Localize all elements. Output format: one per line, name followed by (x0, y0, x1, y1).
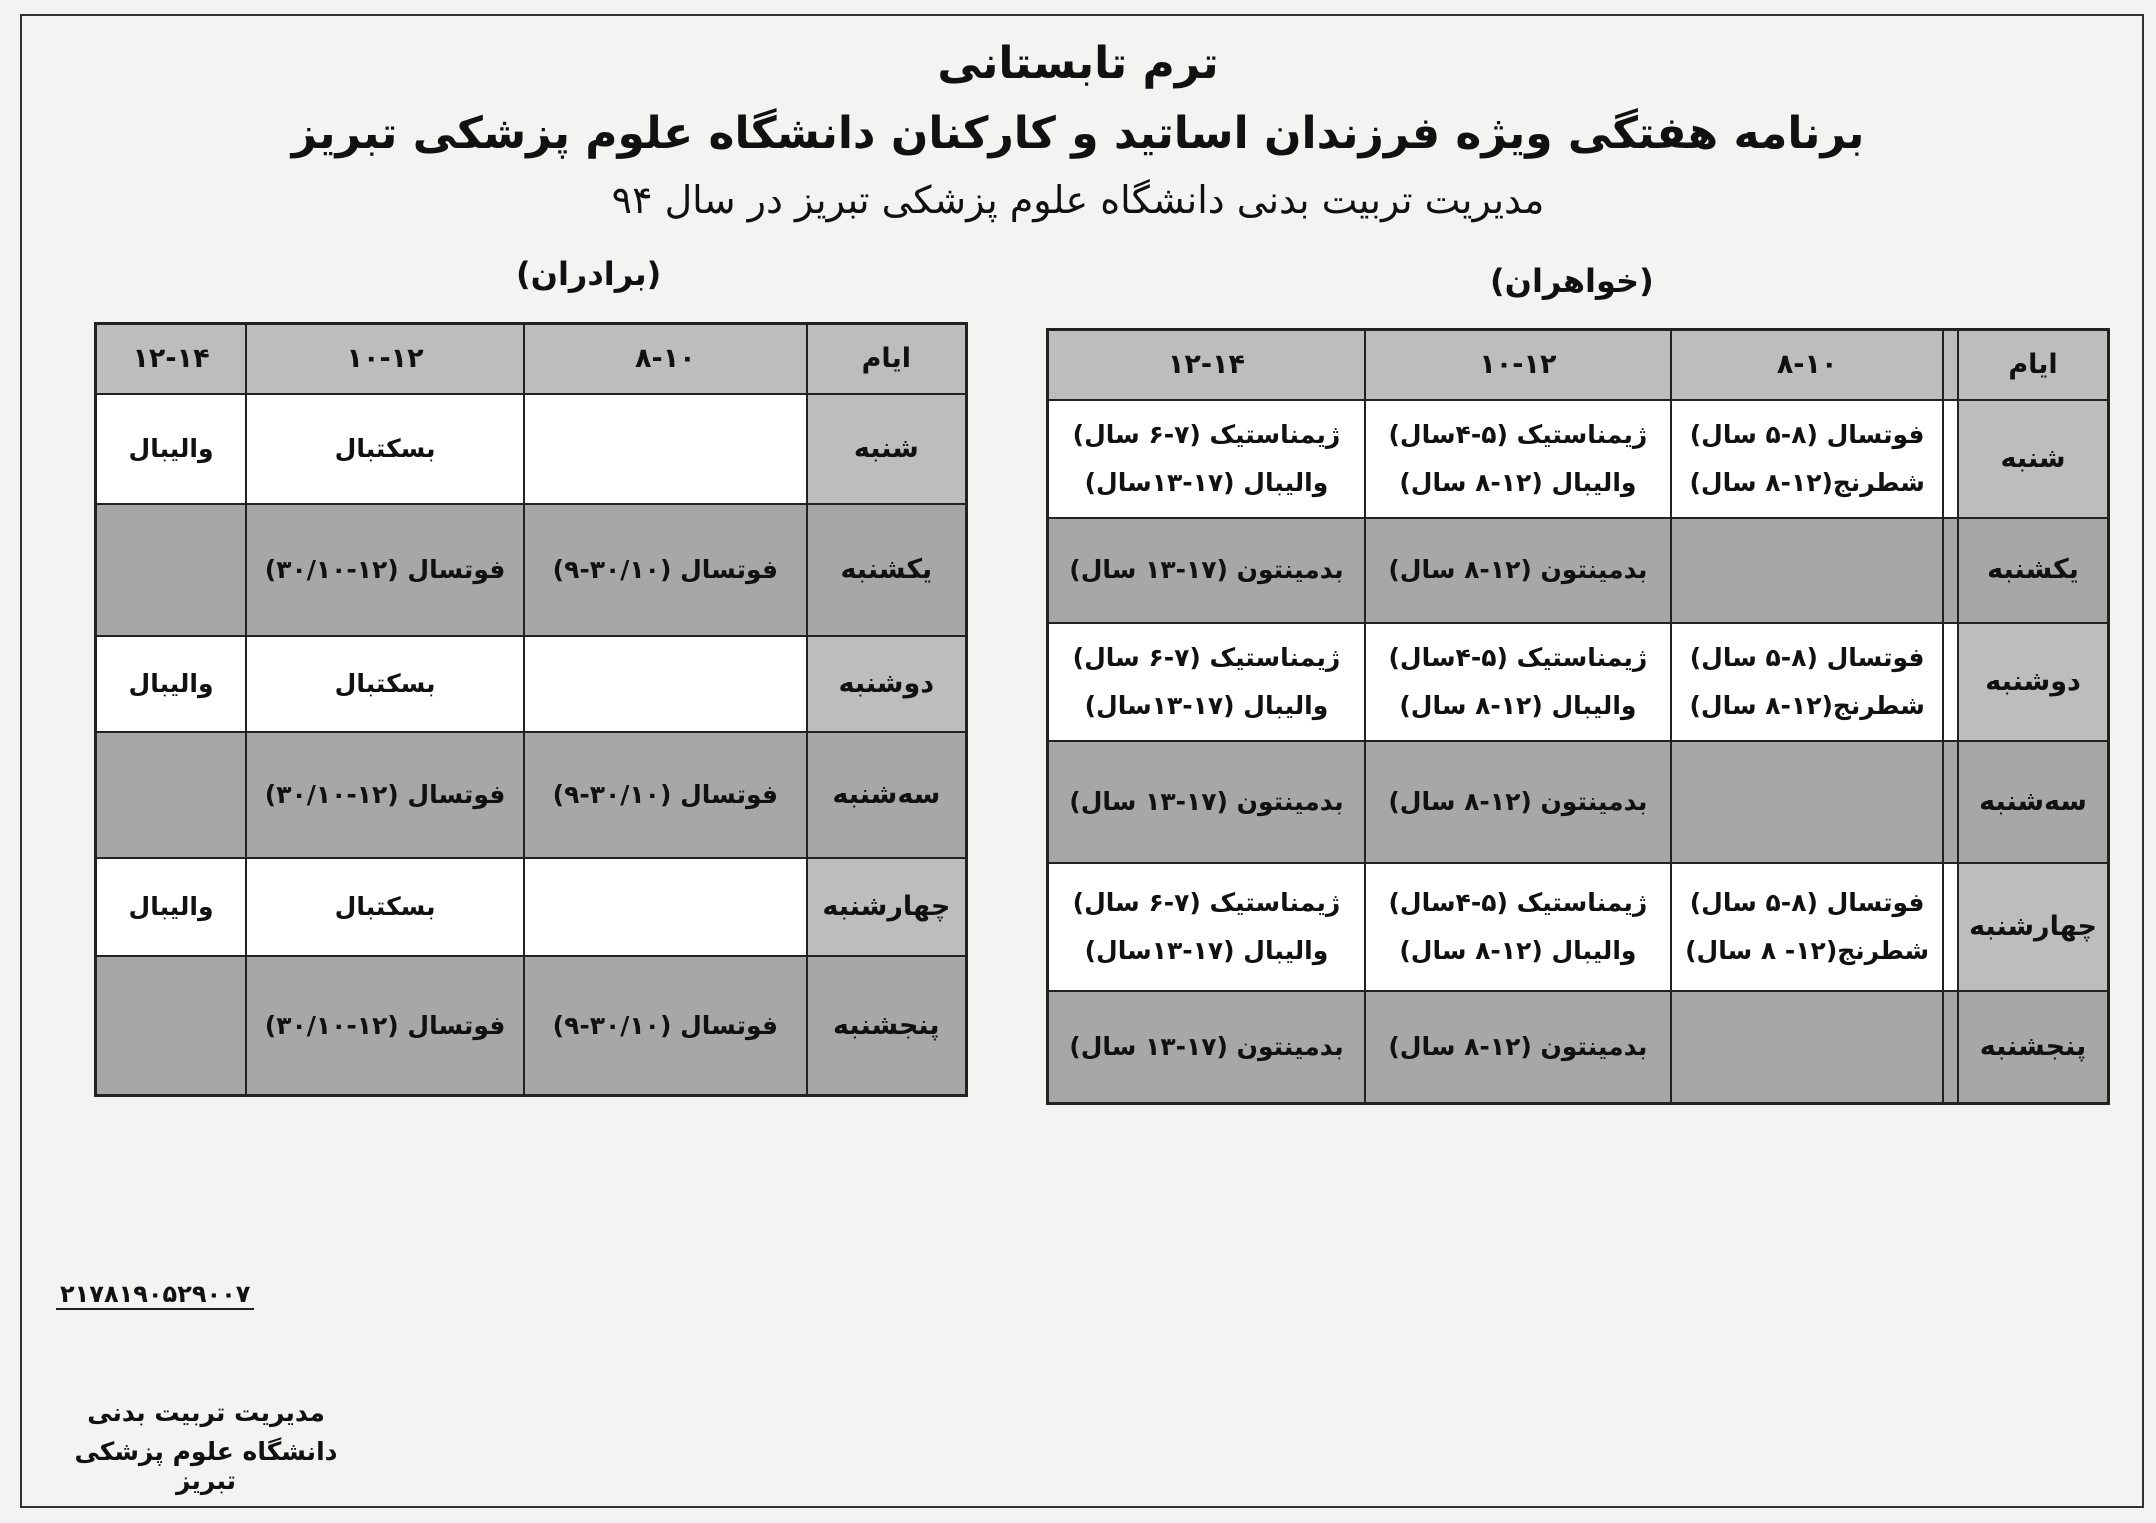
brothers-schedule-table (94, 322, 968, 1097)
schedule-cell (1048, 623, 1365, 741)
header-slot-2: ۱۰-۱۲ (1365, 330, 1671, 400)
class-line: شطرنج(۱۲- ۸ سال) (1685, 935, 1930, 965)
day-cell: سه‌شنبه (1958, 741, 2108, 863)
spacer-cell (1943, 518, 1958, 623)
sisters-caption: (خواهران) (1490, 262, 1654, 300)
class-line: ژیمناستیک (۷-۶ سال) (1072, 420, 1341, 449)
signature-line: دانشگاه علوم پزشکی تبریز (74, 1437, 338, 1495)
day-cell: سه‌شنبه (807, 732, 967, 858)
class-line: ژیمناستیک (۷-۶ سال) (1072, 643, 1341, 672)
schedule-cell: فوتسال (۳۰/۱۰-۹) (524, 732, 807, 858)
header-slot-3: ۱۲-۱۴ (1048, 330, 1365, 400)
class-line: فوتسال (۸-۵ سال) (1689, 888, 1925, 917)
schedule-cell: والیبال (96, 636, 247, 732)
schedule-cell (524, 636, 807, 732)
spacer-cell (1943, 623, 1958, 741)
schedule-cell (1671, 991, 1944, 1104)
header-slot-3: ۱۲-۱۴ (96, 324, 247, 394)
class-line: والیبال (۱۲-۸ سال) (1399, 690, 1637, 720)
schedule-cell: والیبال (96, 394, 247, 504)
schedule-cell (1671, 400, 1944, 518)
day-cell: شنبه (807, 394, 967, 504)
schedule-cell: بسکتبال (246, 858, 524, 956)
schedule-cell: فوتسال (۳۰/۱۰-۹) (524, 956, 807, 1096)
day-cell: چهارشنبه (1958, 863, 2108, 991)
header-slot-1: ۸-۱۰ (1671, 330, 1944, 400)
brothers-caption: (برادران) (516, 255, 662, 293)
class-line: شطرنج(۱۲-۸ سال) (1689, 690, 1925, 720)
spacer-cell (1943, 400, 1958, 518)
page-organizer: مدیریت تربیت بدنی دانشگاه علوم پزشکی تبریز در سال ۹۴ (611, 178, 1545, 222)
class-line: فوتسال (۸-۵ سال) (1689, 643, 1925, 672)
schedule-cell: بدمینتون (۱۲-۸ سال) (1365, 991, 1671, 1104)
schedule-cell: بسکتبال (246, 394, 524, 504)
signature-line: مدیریت تربیت بدنی (87, 1398, 325, 1427)
schedule-cell: بدمینتون (۱۷-۱۳ سال) (1048, 518, 1365, 623)
class-line: والیبال (۱۲-۸ سال) (1399, 467, 1637, 497)
day-cell: پنجشنبه (1958, 991, 2108, 1104)
schedule-cell: بدمینتون (۱۲-۸ سال) (1365, 518, 1671, 623)
day-cell: دوشنبه (807, 636, 967, 732)
schedule-cell: بدمینتون (۱۷-۱۳ سال) (1048, 741, 1365, 863)
spacer-cell (1943, 991, 1958, 1104)
schedule-cell (1365, 863, 1671, 991)
class-line: والیبال (۱۷-۱۳سال) (1084, 935, 1329, 965)
schedule-cell (1365, 623, 1671, 741)
schedule-cell (1048, 863, 1365, 991)
schedule-cell: بسکتبال (246, 636, 524, 732)
schedule-cell: بدمینتون (۱۲-۸ سال) (1365, 741, 1671, 863)
header-days: ایام (807, 324, 967, 394)
schedule-cell (1365, 400, 1671, 518)
schedule-cell (96, 956, 247, 1096)
schedule-cell (1671, 623, 1944, 741)
day-cell: یکشنبه (1958, 518, 2108, 623)
day-cell: چهارشنبه (807, 858, 967, 956)
class-line: والیبال (۱۷-۱۳سال) (1084, 467, 1329, 497)
schedule-cell (1671, 741, 1944, 863)
schedule-cell: بدمینتون (۱۷-۱۳ سال) (1048, 991, 1365, 1104)
class-line: ژیمناستیک (۵-۴سال) (1388, 888, 1648, 917)
spacer-cell (1943, 741, 1958, 863)
schedule-cell (1671, 863, 1944, 991)
schedule-cell: فوتسال (۳۰/۱۰-۹) (524, 504, 807, 636)
header-days: ایام (1958, 330, 2108, 400)
schedule-cell (1048, 400, 1365, 518)
header-slot-1: ۸-۱۰ (524, 324, 807, 394)
schedule-cell: فوتسال (۱۲-۳۰/۱۰) (246, 732, 524, 858)
page-subtitle: برنامه هفتگی ویژه فرزندان اساتید و کارکنان دانشگاه علوم پزشکی تبریز (291, 108, 1865, 159)
signature (56, 1398, 356, 1495)
schedule-cell: والیبال (96, 858, 247, 956)
account-number: ۲۱۷۸۱۹۰۵۲۹۰۰۷ (56, 1280, 254, 1310)
day-cell: یکشنبه (807, 504, 967, 636)
schedule-cell (524, 858, 807, 956)
spacer-cell (1943, 863, 1958, 991)
class-line: شطرنج(۱۲-۸ سال) (1689, 467, 1925, 497)
header-spacer (1943, 330, 1958, 400)
day-cell: شنبه (1958, 400, 2108, 518)
schedule-cell (96, 504, 247, 636)
day-cell: دوشنبه (1958, 623, 2108, 741)
schedule-cell (524, 394, 807, 504)
schedule-cell: فوتسال (۱۲-۳۰/۱۰) (246, 956, 524, 1096)
class-line: والیبال (۱۲-۸ سال) (1399, 935, 1637, 965)
class-line: ژیمناستیک (۵-۴سال) (1388, 420, 1648, 449)
schedule-cell (96, 732, 247, 858)
class-line: والیبال (۱۷-۱۳سال) (1084, 690, 1329, 720)
sisters-schedule-table (1046, 328, 2110, 1105)
class-line: ژیمناستیک (۵-۴سال) (1388, 643, 1648, 672)
day-cell: پنجشنبه (807, 956, 967, 1096)
class-line: ژیمناستیک (۷-۶ سال) (1072, 888, 1341, 917)
schedule-cell: فوتسال (۱۲-۳۰/۱۰) (246, 504, 524, 636)
header-slot-2: ۱۰-۱۲ (246, 324, 524, 394)
schedule-cell (1671, 518, 1944, 623)
class-line: فوتسال (۸-۵ سال) (1689, 420, 1925, 449)
page-title: ترم تابستانی (937, 38, 1219, 89)
